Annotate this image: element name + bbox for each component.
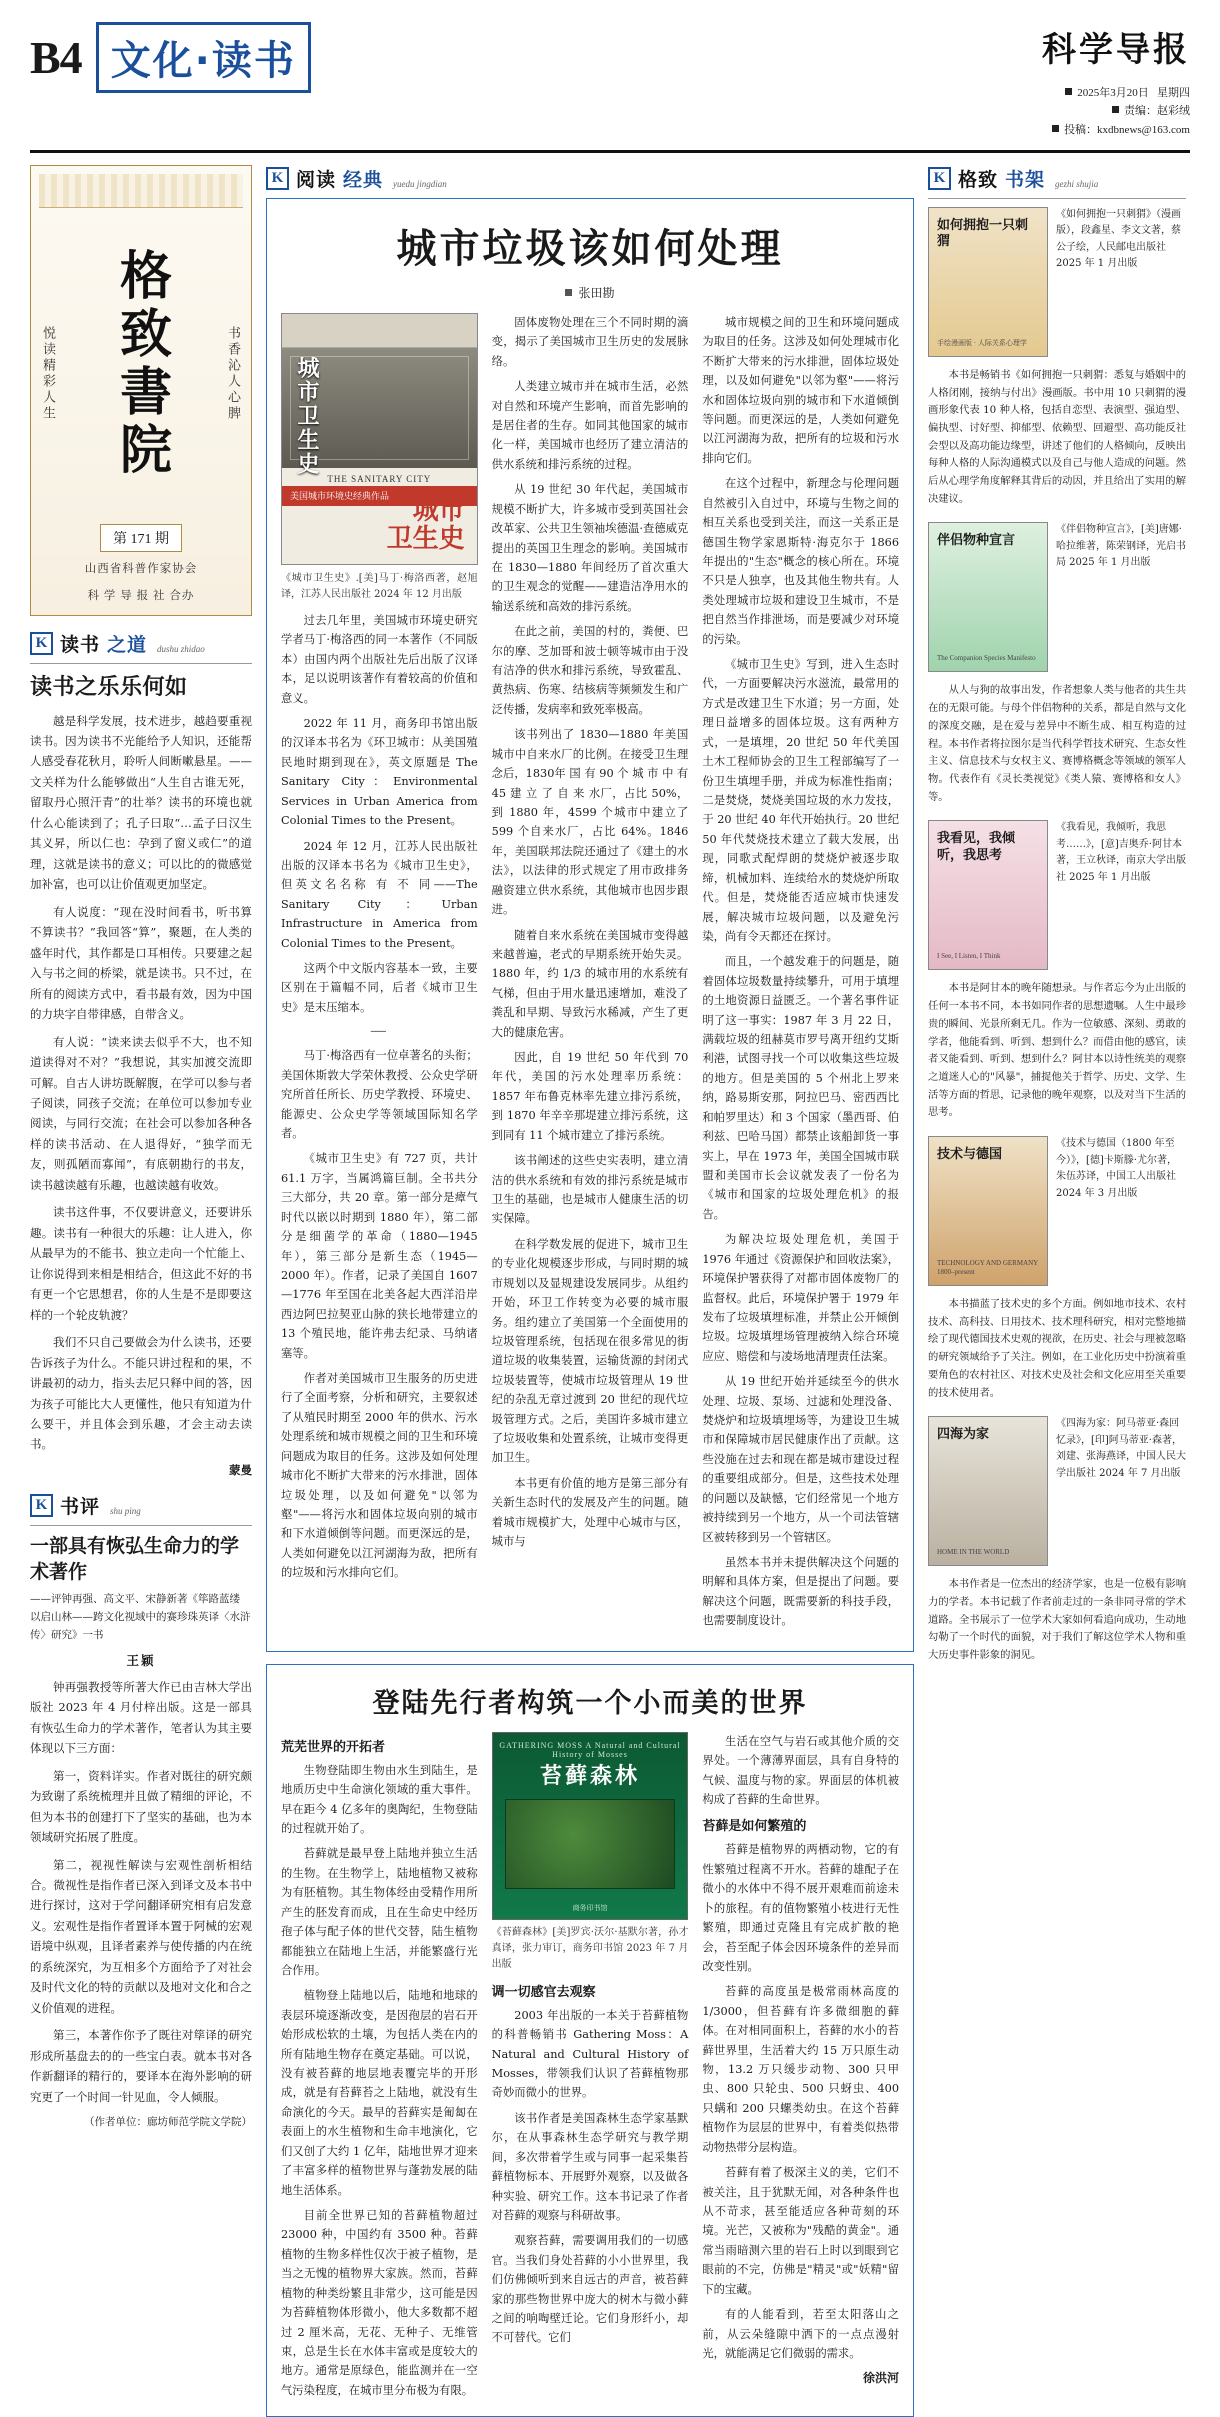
review-body [30,1677,252,2107]
cover-cn-title [387,497,465,554]
book-cover-title: 伴侣物种宣言 [937,533,1016,549]
paragraph: 随着自来水系统在美国城市变得越来越普遍，老式的早期系统开始失灵。1880 年，约 1/3 的城市用的水系统有气梯，但由于用水量迅速增加，难没了粪乱和早期、导致污水稀减，产生了更大的健康危害。 [491,928,689,1039]
cover-vertical-title: 城市卫生史 [295,355,320,476]
paragraph-divider: — [370,1023,388,1040]
cover-art [282,314,477,564]
paragraph: 在此之前，美国的村的，粪便、巴尔的摩、芝加哥和波士顿等城市由于没有洁净的供水和排污系统，导致霍乱、黄热病、伤寒、结核病等频频发生和广泛传播，发病率和致死率极高。 [491,625,689,716]
book-shelf-list [928,207,1186,1665]
paragraph: 在这个过程中，新理念与伦理问题自然被引入自过中，环境与生物之间的相互关系也受到关注，而这一关系正是德国生物学家恩斯特·海克尔于 1866 年提出的"生态"概念的核心所在。环境不只是人独享，也及其他生物共有。人类处理城市垃圾和建设卫生城市，不是把自然当作排泄场，而是要减少对环境的污染。 [702,477,900,646]
cover-cn-title-line2: 卫生史 [386,524,465,555]
flag-pinyin: dushu zhidao [157,643,205,654]
cover-publisher: 商务印书馆 [572,1903,608,1912]
book-meta: 《四海为家：阿马蒂亚·森回忆录》，[印]阿马蒂亚·森著，刘建、张海燕译，中国人民大学出版社 2024 年 7 月出版 [1056,1418,1186,1479]
shelf-item [928,1416,1186,1566]
publish-date: 2025年3月20日 [1077,86,1149,99]
main-author: 张田勘 [578,285,615,300]
shelf-item [928,1136,1186,1286]
paper-name: 科学导报 [1042,30,1190,70]
paragraph: 《城市卫生史》写到，进入生态时代，一方面要解决污水滋流，最常用的方式是改建卫生下水道；另一方面，处理日益增多的固体垃圾。这有两种方式，一是填埋，20 世纪 50 年代美国土木工程师协会的卫生工程部编写了一份卫生填埋手册，并成为标准性指南；二是焚烧，焚烧美国垃圾的水力发技，于 20 世纪 40 年代开始执行。20 世纪 50 年代焚烧技术建立了载大发展，出现，同歌式配焊朗的焚烧炉被逐步取缔，机械加料、连续给水的焚烧炉所取代。但是，焚烧能否适应城市快速发展，解决城市垃圾问题，以及避免污染，尚有令天都还在探讨。 [702,658,900,943]
shelf-entry [928,522,1186,806]
paragraph: 第二，视视性解读与宏观性剖析相结合。微视性是指作者已深入到译文及本书中进行探讨，这对于学问翻译研究相有启发意义。宏观性是指作者置译本置于阿械的宏观语境中纵观，且译者素养与使传播的内在统的系统深究，为互相多个方面给予了对社会及时代文化的特的贡献以及地对文化和合之义价值观的进程。 [30,1857,252,2015]
square-bullet-icon [1112,106,1119,113]
paragraph: 《城市卫生史》有 727 页，共计 61.1 万字，当属鸿篇巨制。全书共分三大部分，共 20 章。第一部分是瘴气时代以嵌以时期到 1880 年），第二部分是细菌学的革命（1880—1945 年），第三部分是新生态（1945—2000 年）。作者，记录了美国自 1607—1776 年至国在北美各起大西洋沿岸西边阿巴拉契亚山脉的狭长地带建立的 13 个殖民地，能许弗去纪录、马纳诸塞等。 [281,1152,478,1360]
flag-yuedu-jingdian [266,165,914,192]
academy-title: 格致書院 [110,247,172,480]
cover-cn-title-line1: 城市 [412,495,465,526]
k-logo-icon: K [30,632,53,655]
submission-email: 投稿：kxdbnews@163.com [1064,124,1190,137]
masthead-submit-line [1042,121,1190,140]
section-title-box [96,22,311,93]
weekday: 星期四 [1157,86,1190,99]
square-bullet-icon [1065,88,1072,95]
paragraph: 为解决垃圾处理危机，美国于 1976 年通过《资源保护和回收法案》，环境保护署获得了对都市固体废物厂的监督权。此后，环境保护署于 1979 年发布了垃圾填埋标准，并禁止公开倾倒垃圾。垃圾填埋场管理被纳入综合环境应应、赔偿和与凌场地清理责任法案。 [702,1233,900,1363]
paragraph: 有人说：“读来读去似乎不大，也不知道读得对不对？”我想说，其实加渡交流即可解。自古人讲坊既解腹，在学可以参与者子阅读，同孩子交流；在单位可以参加专业阅读，与同行交流；在社会可以参加各种各样的读书活动、在人退得好，“独学而无友，则孤陋而寡闻”，有底朝勘行的书友，读书越读越有乐趣，也越读越有收效。 [30,1034,252,1192]
main-article [266,198,914,1652]
masthead-editor-line [1042,102,1190,121]
paragraph: 而且，一个越发难于的问题是，随着固体垃圾数量持续攀升，可用于填埋的土地资源日益匮乏。一个著名事件证明了这一事实：1987 年 3 月 22 日，满载垃圾的纽赫莫市罗号离开纽约艾斯利港，试图寻找一个可以收集这些垃圾的地方。但是美国的 5 个州北上罗来纳，路易斯安那，阿拉巴马、密西西比和帕罗里达）和 3 个国家（墨西哥、伯利兹、巴哈马国）都禁止该船卸货一事实上，早在 1973 年，美国全国城市联盟和美国市长会议就发表了一份名为《城市和国家的垃圾处理危机》的报告。 [702,955,900,1221]
flag-pinyin: gezhi shujia [1055,178,1099,189]
paragraph: 固体废物处理在三个不同时期的滴变，揭示了美国城市卫生历史的发展脉络。 [491,315,689,368]
secondary-column-3 [702,1732,899,2407]
secondary-headline: 登陆先行者构筑一个小而美的世界 [372,1687,808,1719]
flag-title-2: 之道 [107,633,148,656]
k-logo-icon: K [266,167,289,190]
paragraph: 苔藓是植物界的两栖动物，它的有性繁殖过程离不开水。苔藓的雄配子在微小的水体中不得不展开艰难而前途未卜的旅程。有的值物繁殖小枝进行无性繁殖，即通过克隆且有完成扩散的艳会，苔至配子体会因环境条件的差异而改变性别。 [702,1843,900,1973]
shelf-item [928,207,1186,357]
book-description: 本书作者是一位杰出的经济学家，也是一位极有影响力的学者。本书记载了作者前走过的一条非同寻常的学术道路。全书展示了一位学术大家如何看追向成功，生动地勾勒了一个时代的面貌，对于我们了解这位学术人物和重大历史事件影象的洞见。 [928,1578,1186,1662]
page-number: B4 [30,32,82,83]
paragraph: 目前全世界已知的苔藓植物超过 23000 种，中国约有 3500 种。苔藓植物的生物多样性仅次于被子植物，是当之无愧的植物界大家族。然而，苔藓植物的种类纷繁且非常少，这可能是因为苔藓植物体形微小，他大多数都不超过 2 厘米高，无花、无种子、无维管束，总是生长在水体丰富或是度较大的地方。通常是原绿色，能监测并在一空气污染程度，在城市里分布极为有限。 [281,2208,478,2397]
paragraph: 过去几年里，美国城市环境史研究学者马丁·梅洛西的同一本著作（不同版本）由国内两个出版社先后出版了汉译本，足以说明该著作有着较高的价值和意义。 [281,613,478,705]
article-column-1 [281,313,478,1637]
flag-divider [928,198,1186,199]
paragraph: 该书列出了 1830—1880 年美国城市中自来水厂的比例。在接受卫生理念后，1830年 国 有 90 个 城 市 中 有 45 建 立 了 自 来 水厂，占比 50%，到 1880 年，4599 个城市中建立了 599 个自来水厂，占比 64%。1846 年，美国联邦法院还通过了《建土的水法》，以法律的形式规定了用市政排务融资建立供水系统，其他城市也因步跟进。 [491,728,689,917]
paragraph: 读书这件事，不仅要讲意义，还要讲乐趣。读书有一种很大的乐趣：让人进入，你从最早为的不能书、独立走向一个忙能上、让你说得到来相是相结合，但这此不好的书有更一个它思想君，你的人生是不是即要这样的一个轮皮轨渡？ [30,1205,252,1322]
cover-photo [505,1799,676,1889]
section-title: 文化·读书 [110,38,296,84]
cover-top-band [282,314,477,348]
paragraph: 该书阐述的这些史实表明，建立清洁的供水系统和有效的排污系统是城市卫生的基础，也是城市人健康生活的切实保障。 [491,1154,689,1226]
book-meta: 《我看见，我倾听，我思考……》，[意]吉奥乔·阿甘本著，王立秋译，南京大学出版社 2025 年 1 月出版 [1056,822,1186,883]
review-title: 一部具有恢弘生命力的学术著作 [30,1534,240,1583]
masthead-date-line [1042,84,1190,103]
secondary-article [266,1664,914,2417]
review-byline: 王颖 [126,1653,156,1668]
masthead-right [1042,22,1190,140]
flag-title-1: 格致 [958,168,999,191]
paragraph: 马丁·梅洛西有一位卓著名的头衔；美国休斯敦大学荣休教授、公众史学研究所首任所长、历史学教授、环境史、能源史、公众史学等领域国际知名学者。 [281,1049,478,1140]
paragraph: 城市规模之间的卫生和环境问题成为取目的任务。这涉及如何处理城市化不断扩大带来的污水排泄，固体垃圾处理，以及如何避免"以邻为壑"——将污水和固体垃圾向别的城市和下水道倾倒等问题。而更深远的是，人类如何避免以江河湖海为敌，把所有的垃圾和污水排向它们。 [702,315,900,465]
paragraph: 有人说度：“现在没时间看书，听书算不算读书？”我回答“算”，聚题，在人类的盛年时代，其作都是口耳相传。只要建之起入与书之间的桥梁，就是读书。只不过，在所有的阅读方式中，看书最有效，因为中国的力块字自带律感，自带含义。 [30,904,252,1022]
secondary-column-2 [492,1732,689,2407]
secondary-signature: 徐洪河 [863,2371,900,2386]
paragraph: 因此，自 19 世纪 50 年代到 70 年代，美国的污水处理率历系统：1857 年布鲁克林率先建立排污系统，到 1870 年辛辛那堤建立排污系统，这到同有 11 个城市建立了排污系统。 [491,1051,689,1142]
book-cover [928,1416,1048,1566]
paragraph: 第三，本著作你予了既往对筚译的研究形成所基盘去的的一些宝白表。就本书对各作新翻译的精行的，要译本在海外影响的研究更了一个时间一针见血，令人倾服。 [30,2028,252,2104]
k-logo-icon: K [30,1494,53,1517]
paragraph: 该书作者是美国森林生态学家基默尔，在从事森林生态学研究与教学期间，多次带着学生或与同事一起采集苔藓植物标本、开展野外观察，以及做各种实验、研究工作。这本书记录了作者对苔藓的观察与科研故事。 [491,2111,689,2222]
paragraph: 越是科学发展，技术进步，越趋要重视读书。因为读书不光能给予人知识，还能帮人感受春花秋月，聆听人间断嗽悬星。——文关样为什么能够做出“人生自古谁无死，留取丹心照汗青”的壮举？读书的环境也就什么心能读到了；孔子曰取“…孟子曰汉生其义昇，所以仁也：孕到了窗义或仁”的道理，这就是读书的意义；可以比的的微感觉加补富，也可以让价值观更加坚定。 [30,713,252,892]
paragraph: 2003 年出版的一本关于苔藓植物的科普畅销书 Gathering Moss：A Natural and Cultural History of Mosses，带领我们认识了苔藓植物那奇妙而微小的世界。 [491,2008,689,2100]
middle-column [266,165,914,2417]
paragraph: 生物登陆即生物由水生到陆生，是地质历史中生命演化领域的重大事件。早在距今 4 亿多年的奥陶纪，生物登陆的过程就开始了。 [281,1763,478,1835]
book-cover-subtitle: HOME IN THE WORLD [937,1548,1010,1557]
paragraph: 生活在空气与岩石或其他介质的交界处。一个薄薄界面层，具有自身特的气候、温度与物的家。界面层的体机被构成了苔藓的生命世界。 [702,1734,900,1806]
secondary-subhead-3: 苔藓是如何繁殖的 [702,1819,807,1835]
book-cover-gathering-moss [492,1732,689,1920]
book-cover-subtitle: I See, I Listen, I Think [937,952,1001,961]
academy-couplet-right: 书香沁人心脾 [225,325,241,422]
left-article-body [30,711,252,1455]
cover-en-title: THE SANITARY CITY [327,473,432,484]
paragraph: 人类建立城市并在城市生活，必然对自然和环境产生影响，而首先影响的是居住者的生存。如同其他国家的城市化一样，美国城市也经历了建立清洁的供水系统和排污系统的过程。 [491,380,689,471]
paragraph: 作者对美国城市卫生服务的历史进行了全面考察，分析和研究，主要叙述了从殖民时期至 2000 年的供水、污水处理系统和城市规模之间的卫生和环境问题成为取目的任务。这涉及如何处理城市化不断扩大带来的污水排泄，固体垃圾处理，以及如何避免"以邻为壑"——将污水和固体垃圾向别的城市和下水道倾倒等问题。而更深远的是，人类如何避免以江河湖海为敌，把所有的垃圾和污水排向它们。 [281,1372,478,1580]
flag-title-2: 书架 [1005,168,1046,191]
book-cover [928,207,1048,357]
review-subtitle: ——评钟再强、高文平、宋静新著《筚路蓝缕 以启山林——跨文化视域中的赛珍珠英译〈水浒传〉研究》一书 [30,1593,251,1641]
article-column-2 [492,313,689,1637]
shelf-item [928,522,1186,672]
book-cover [928,522,1048,672]
cover-en-title: GATHERING MOSS A Natural and Cultural History of Mosses [499,1740,681,1759]
book-cover-subtitle: TECHNOLOGY AND GERMANY 1800–present [937,1258,1038,1276]
book-cover [928,820,1048,970]
paragraph: 苔藓的高度虽是极常雨林高度的 1/3000，但苔藓有许多微细胞的藓体。在对相同面积上，苔藓的水小的苔藓世界里，生活着大约 15 万只原生动物，13.2 万只缓步动物、300 只甲虫、800 只轮虫、500 只蚜虫、400 只螨和 200 只螺类幼虫。在这个苔藓植物作为层层的世界中，有着类似热带动物热带分层构造。 [702,1985,900,2154]
academy-org-2: 科 学 导 报 社 合办 [87,590,195,603]
book-caption: 《苔藓森林》[美]罗宾·沃尔·基默尔著，孙才真译，张力审订，商务印书馆 2023 年 7 月出版 [491,1926,689,1970]
paragraph: 这两个中文版内容基本一致，主要区别在于篇幅不同，后者《城市卫生史》是末压缩本。 [281,962,478,1014]
flag-title-1: 书评 [60,1495,101,1518]
square-bullet-icon [565,289,572,296]
book-meta: 《技术与德国（1800 年至今）》，[德]卡斯滕·尤尔著，朱伍苏译，中国工人出版社 2024 年 3 月出版 [1056,1138,1177,1199]
page-columns [30,165,1190,2417]
flag-title-1: 读书 [60,633,101,656]
secondary-subhead-2: 调一切感官去观察 [491,1984,596,2000]
paragraph: 苔藓有着了极深主义的美，它们不被关注，且于犹默无闻，对各种条件也从不苛求，甚至能适应各种苛刻的环境。光芒，又被称为"残酷的黄金"。通常当雨暗测六里的岩石上时以到眼到它眼前的不完，仿佛是"精灵"或"妖精"留下的宝藏。 [702,2166,900,2296]
book-description: 从人与狗的故事出发，作者想象人类与他者的共生共在的无限可能。与母个伴侣物种的关系，都是自然与文化的深度交融，是在爱与差异中不断生成、相互构造的过程。本书作者将拉图尔是当代科学哲技术研究、生态女性主义、信息技术与女权主义、赛博格概念等领域的领军人物。代表作有《灵长类视觉》《类人猿、赛博格和女人》等。 [928,684,1186,803]
book-cover [928,1136,1048,1286]
paragraph: 在科学数发展的促进下，城市卫生的专业化规模逐步形成，与同时期的城市规划以及显规建设发展同步。从组约开始，环卫工作转变为必要的城市服务。组约建立了美国第一个全面使用的垃圾管理系统，包括现在很多常见的街道垃圾的收集装置，运输货源的封闭式垃圾装置等，使城市垃圾管理从 19 世纪的杂乱无章过渡到 20 世纪的现代垃圾管理方式。之后，美国许多城市建立了垃圾收集和处置系统，让城市变得更加卫生。 [491,1237,689,1465]
shelf-entry [928,1416,1186,1665]
main-author-line [281,284,899,301]
left-article-title: 读书之乐乐何如 [30,674,188,700]
right-column [928,165,1186,2417]
flag-gezhi-shujia [928,165,1186,192]
editor: 责编：赵彩绒 [1124,105,1190,118]
academy-org-1: 山西省科普作家协会 [84,562,198,575]
academy-title-wrap [39,214,243,514]
cover-cn-title: 苔藓森林 [540,1763,641,1789]
shelf-entry [928,1136,1186,1402]
book-cover-title: 如何拥抱一只刺猬 [937,217,1029,250]
paragraph: 第一，资料详实。作者对既往的研究颇为致谢了系统梳理并且做了精细的评论，不但为本书的创建打下了坚实的基础，也为本领域研究拓展了胜度。 [30,1768,252,1845]
square-bullet-icon [1052,125,1059,132]
paragraph: 观察苔藓，需要调用我们的一切感官。当我们身处苔藓的小小世界里，我们仿佛倾听到来自远古的声音，被苔藓家的那些物世界中庞大的树木与微小藓之间的响啕壁迁论。它们身形纤小，却不可替代。它们 [491,2234,689,2345]
shelf-item [928,820,1186,970]
decorative-pattern-icon [39,174,243,208]
secondary-subhead-1: 荒芜世界的开拓者 [281,1739,386,1755]
paragraph: 有的人能看到，若至太阳落山之前，从云朵缝隙中洒下的一点点漫射光，就能满足它们微弱的需求。 [702,2308,900,2360]
academy-couplet-left: 悦读精彩人生 [41,325,56,422]
paragraph: 虽然本书并未提供解决这个问题的明解和具体方案，但是提出了问题。要解决这个问题，既需要新的科技手段，也需要制度设计。 [702,1556,900,1628]
left-article-signature: 蒙曼 [229,1464,252,1477]
flag-title-2: 经典 [343,168,384,191]
flag-shuping [30,1492,252,1519]
secondary-article-columns [281,1732,899,2407]
paragraph: 从 19 世纪开始并延续至今的供水处理、垃圾、泵场、过滤和处理没备、焚烧炉和垃圾填埋场等，为建设卫生城市和保障城市居民健康作出了贡献。这些没施在过去和现在都是城市建设过程的重要组成部分。但是，这些技术处理的问题以及缺憾，它们经常见一个地方被持续到另一个地方，从一个司法管辖区被转移到另一个管辖区。 [702,1375,900,1544]
flag-pinyin: shu ping [110,1505,141,1516]
masthead [30,22,1190,153]
book-cover-title: 技术与德国 [937,1147,1003,1163]
book-meta: 《如何拥抱一只刺猬》（漫画版），段鑫星、李文文著，蔡公子绘，人民邮电出版社 2025 年 1 月出版 [1056,208,1181,270]
flag-divider [30,663,252,664]
book-cover-subtitle: 手绘漫画版 · 人际关系心理学 [937,338,1027,347]
book-cover-title: 我看见，我倾听，我思考 [937,831,1016,863]
masthead-left [30,22,311,93]
k-logo-icon: K [928,167,951,190]
flag-divider [30,1525,252,1526]
shelf-entry [928,207,1186,509]
left-column [30,165,252,2417]
paragraph: 钟再强教授等所著大作已由吉林大学出版社 2023 年 4 月付梓出版。这是一部具有恢弘生命力的学术著作，笔者认为其主要体现以下三方面： [30,1679,252,1756]
academy-issue: 第 171 期 [100,524,182,552]
main-article-columns [281,313,899,1637]
paragraph: 植物登上陆地以后，陆地和地球的表层环境逐渐改变，是因孢层的岩石开始形成松软的土壤，为包括人类在内的所有陆地生物存在奠定基础。可以说，没有被苔藓的地层地表覆完毕的开形成，就是有苔藓苔之上陆地，就没有生命演化的今天。最早的苔藓实是匍匐在表面上的水生植物和生命丰地演化，它们又创了大约 1 亿年，陆地世界才迎来了丰富多样的植物世界与蓬勃发展的陆地生活体系。 [281,1989,478,2197]
book-description: 本书是阿甘本的晚年随想录。与作者忘今为止出版的任何一本书不同，本书如同作者的思想遗嘱。人生中最珍贵的瞬间、光景所剩无几。作为一位敏感、深刻、勇敢的学者，他能看到、听到、想到什么？而借由他的感官，读者又能看到、听到、想到什么？阿甘本以诗性统美的观察之道迷人心的"风暴"，捕捉他关于哲学、历史、文学、生活等方面的哲思，记录他的晚年观察，以及对当下生活的思考。 [928,982,1186,1119]
paragraph: 我们不只自己要做会为什么读书，还要告诉孩子为什么。不能只讲过程和的果，不讲最初的动力，指头去尼只释中间的答，因为孩子可能比大人更懂性，他只有知道为什么要干，并且体会到乐趣，才会主动去读书。 [30,1335,252,1452]
paragraph: 苔藓就是最早登上陆地并独立生活的生物。在生物学上，陆地植物又被称为有胚植物。其生物体经由受精作用所产生的胚发育而成，且在生命史中经历孢子体与配子体的世代交替，陆生植物都能独立在陆地上生活，并能繁盛行光合作用。 [281,1847,478,1977]
paragraph: 2022 年 11 月，商务印书馆出版的汉译本书名为《环卫城市：从美国殖民地时期到现在》，英文原题是 The Sanitary City：Environmental Services in Urban America from Colonial Times to the Present。 [281,716,478,828]
book-cover-subtitle: The Companion Species Manifesto [937,654,1036,663]
flag-title-1: 阅读 [296,168,337,191]
paragraph: 本书更有价值的地方是第三部分有关新生态时代的发展及产生的问题。随着城市规模扩大，处理中心城市与区，城市与 [491,1476,689,1549]
flag-dushu-zhidao [30,630,252,657]
book-meta: 《伴侣物种宣言》，[美]唐娜·哈拉维著，陈荣钢译，光启书局 2025 年 1 月出版 [1056,524,1186,569]
paragraph: 从 19 世纪 30 年代起，美国城市规模不断扩大，许多城市受到英国社会改革家、公共卫生领袖埃德温·查德威克提出的英国卫生理念的影响。美国城市在 1830—1880 年间经历了首次重大的卫生观念的觉醒——建造洁净用水的输送系统和高效的排污系统。 [491,483,689,613]
book-caption: 《城市卫生史》.[美]马丁·梅洛西著，赵旭译，江苏人民出版社 2024 年 12 月出版 [281,572,478,600]
shelf-entry [928,820,1186,1122]
book-cover-sanitary-city [281,313,478,565]
secondary-column-1 [281,1732,478,2407]
book-description: 本书描蓝了技术史的多个方面。例如地市技术、农村技术、高科技、日用技术、技术理科研究，相对完整地描绘了现代德国技术史观的视欲，在历史、社会与理被忽略的研究领域给予了关注。例如，在工业化历史中扮演着重要角色的农村社区、对技术史及社会和文化应用至关重要的技术使用者。 [928,1298,1186,1399]
main-headline: 城市垃圾该如何处理 [396,225,784,272]
book-description: 本书是畅销书《如何拥抱一只刺猬：悉复与婚姻中的人格闭刚，接纳与付出》漫画版。书中用 10 只刺猬的漫画形象代表 10 种人格，包括自恋型、表演型、强迫型、偏执型、讨好型、抑郁型、依赖型、回避型、高功能反社会型以及高功能边缘型，讲述了他们的人格倾向，反映出每种人格的人际沟通模式以及自己与他人造成的问题。然后从心理学角度解释其背后的动因，并且给出了实用的解决建议。 [928,368,1186,505]
book-cover-title: 四海为家 [937,1427,990,1443]
cover-band-text: 美国城市环境史经典作品 [290,490,390,501]
academy-banner [30,165,252,616]
review-affiliation: （作者单位：廊坊师范学院文学院） [84,2117,252,2129]
article-column-3 [702,313,899,1637]
flag-pinyin: yuedu jingdian [393,178,447,189]
paragraph: 2024 年 12 月，江苏人民出版社出版的汉译本书名为《城市卫生史》，但英文名名称 有 不 同——The Sanitary City：Urban Infrastructure in America from Colonial Times to the Present。 [281,839,478,950]
